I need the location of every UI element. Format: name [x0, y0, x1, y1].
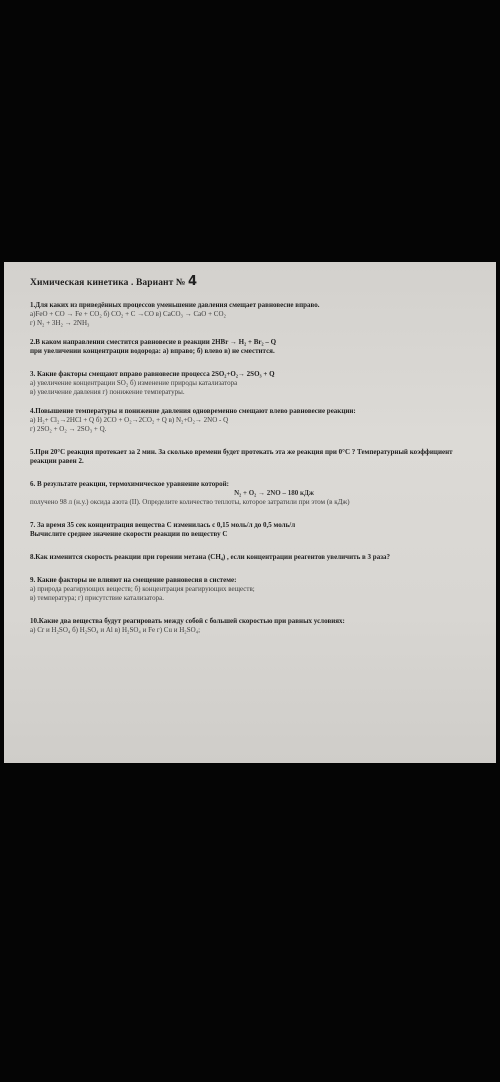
worksheet-title — [30, 276, 478, 289]
question-7 — [30, 521, 478, 539]
question-1 — [30, 301, 478, 328]
question-8 — [30, 553, 478, 562]
thermochemical-equation: N₂ + O₂ → 2NO – 180 кДж — [234, 489, 314, 497]
answer-options: при увеличении концентрации водорода: а) вправо; б) влево в) не сместится. — [30, 347, 275, 355]
question-text: 9. Какие факторы не влияют на смещение равновесия в системе: — [30, 576, 237, 584]
question-text: 6. В результате реакции, термохимическое уравнение которой: — [30, 480, 229, 488]
question-2 — [30, 338, 478, 356]
worksheet-content — [30, 276, 478, 645]
question-4 — [30, 407, 478, 434]
question-text: 10.Какие два вещества будут реагировать между собой с большей скоростью при равных условиях: — [30, 617, 345, 625]
question-detail: получено 98 л (н.у.) оксида азота (II). Определите количество теплоты, которое затратили при этом (в кДж) — [30, 498, 350, 506]
question-9 — [30, 576, 478, 603]
question-text: 5.При 20°С реакция протекает за 2 мин. За сколько времени будет протекать эта же реакция при 0°С ? Температурный коэффициент реакции равен 2. — [30, 448, 453, 465]
answer-options: а) H₂+ Cl₂→2HCl + Q б) 2CO + O₂→2CO₂ + Q в) N₂+O₂→ 2NO - Q — [30, 416, 229, 424]
question-text: 4.Повышение температуры и понижение давления одновременно смещают влево равновесие реакции: — [30, 407, 356, 415]
answer-options: а) Cr и H₂SO₄ б) H₂SO₄ и Al в) H₂SO₄ и Fe г) Cu и H₂SO₄; — [30, 626, 201, 634]
answer-options: в) температура; г) присутствие катализатора. — [30, 594, 164, 602]
question-text: 7. За время 35 сек концентрация вещества С изменилась с 0,15 моль/л до 0,5 моль/л — [30, 521, 296, 529]
answer-options: г) 2SO₂ + O₂ → 2SO₃ + Q. — [30, 425, 107, 433]
answer-options: а) увеличение концентрации SO₂ б) изменение природы катализатора — [30, 379, 238, 387]
question-detail: Вычислите среднее значение скорости реакции по веществу С — [30, 530, 228, 538]
question-text: 2.В каком направлении сместится равновесие в реакции 2HBr → H₂ + Br₂ – Q — [30, 338, 277, 346]
question-text: 8.Как изменится скорость реакции при горении метана (CH₄) , если концентрации реагентов увеличить в 3 раза? — [30, 553, 391, 561]
variant-number: 4 — [188, 274, 198, 289]
worksheet-title-text: Химическая кинетика . Вариант № — [30, 278, 186, 288]
answer-options: а)FeO + CO → Fe + CO₂ б) CO₂ + C →CO в) CaCO₃ → CaO + CO₂ — [30, 310, 226, 318]
answer-options: в) увеличение давления г) понижение температуры. — [30, 388, 185, 396]
question-10 — [30, 617, 478, 635]
question-text: 1.Для каких из приведённых процессов уменьшение давления смещает равновесие вправо. — [30, 301, 320, 309]
answer-options: а) природа реагирующих веществ; б) концентрация реагирующих веществ; — [30, 585, 255, 593]
question-3 — [30, 370, 478, 397]
question-5 — [30, 448, 478, 466]
answer-options: г) N₂ + 3H₂ → 2NH₃ — [30, 319, 90, 327]
worksheet-paper — [4, 262, 496, 763]
question-text: 3. Какие факторы смещают вправо равновесие процесса 2SO₂+O₂→ 2SO₃ + Q — [30, 370, 275, 378]
question-6 — [30, 480, 478, 507]
